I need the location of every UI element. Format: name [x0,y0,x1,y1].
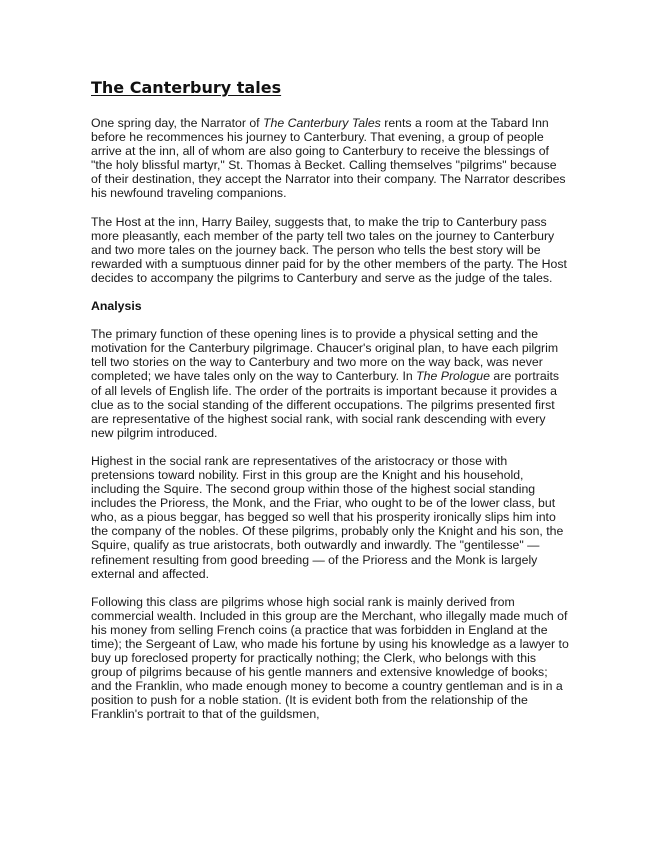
analysis-heading: Analysis [91,299,142,314]
analysis-p1-text-c: are portraits of all levels of English life. The order of the portraits is important because it provides a clue as to the social standing of the different occupations. The pilgrims presented first are representative of the highest social rank, with social rank descending with every new pilgrim introduced. [91,369,560,440]
page-title: The Canterbury tales [91,78,282,97]
intro-paragraph-2: The Host at the inn, Harry Bailey, suggests that, to make the trip to Canterbury pass more pleasantly, each member of the party tell two tales on the journey to Canterbury and two more tales on the journey back. The person who tells the best story will be rewarded with a sumptuous dinner paid for by the other members of the party. The Host decides to accompany the pilgrims to Canterbury and serve as the judge of the tales. [91,214,567,285]
intro-p1-text-c: rents a room at the Tabard Inn before he recommences his journey to Canterbury. That evening, a group of people arrive at the inn, all of whom are also going to Canterbury to receive the blessings of "the holy blissful martyr," St. Thomas à Becket. Calling themselves "pilgrims" because of their destination, they accept the Narrator into their company. The Narrator describes his newfound traveling companions. [91,116,566,201]
analysis-p1-prologue-title: The Prologue [416,369,490,384]
intro-paragraph-1 [91,116,569,201]
intro-p1-text-a: One spring day, the Narrator of [91,116,264,130]
analysis-paragraph-2: Highest in the social rank are representatives of the aristocracy or those with pretensions toward nobility. First in this group are the Knight and his household, including the Squire. The second group within those of the highest social standing includes the Prioress, the Monk, and the Friar, who ought to be of the lower class, but who, as a pious beggar, has begged so well that his prosperity ironically slips him into the company of the nobles. Of these pilgrims, probably only the Knight and his son, the Squire, qualify as true aristocrats, both outwardly and inwardly. The "gentilesse" — refinement resulting from good breeding — of the Prioress and the Monk is largely external and affected. [91,453,564,581]
document-page [91,78,569,736]
intro-p1-book-title: The Canterbury Tales [263,116,381,130]
analysis-paragraph-3: Following this class are pilgrims whose high social rank is mainly derived from commercial wealth. Included in this group are the Merchant, who illegally made much of his money from selling French coins (a practice that was forbidden in England at the time); the Sergeant of Law, who made his fortune by using his knowledge as a lawyer to buy up foreclosed property for practically nothing; the Clerk, who belongs with this group of pilgrims because of his gentle manners and extensive knowledge of books; and the Franklin, who made enough money to become a country gentleman and is in a position to push for a noble station. (It is evident both from the relationship of the Franklin's portrait to that of the guildsmen, [91,594,569,722]
analysis-p1-text-a: The primary function of these opening lines is to provide a physical setting and the motivation for the Canterbury pilgrimage. Chaucer's original plan, to have each pilgrim tell two stories on the way to Canterbury and two more on the way back, was never completed; we have tales only on the way to Canterbury. In [91,327,559,384]
analysis-paragraph-1 [91,327,569,440]
